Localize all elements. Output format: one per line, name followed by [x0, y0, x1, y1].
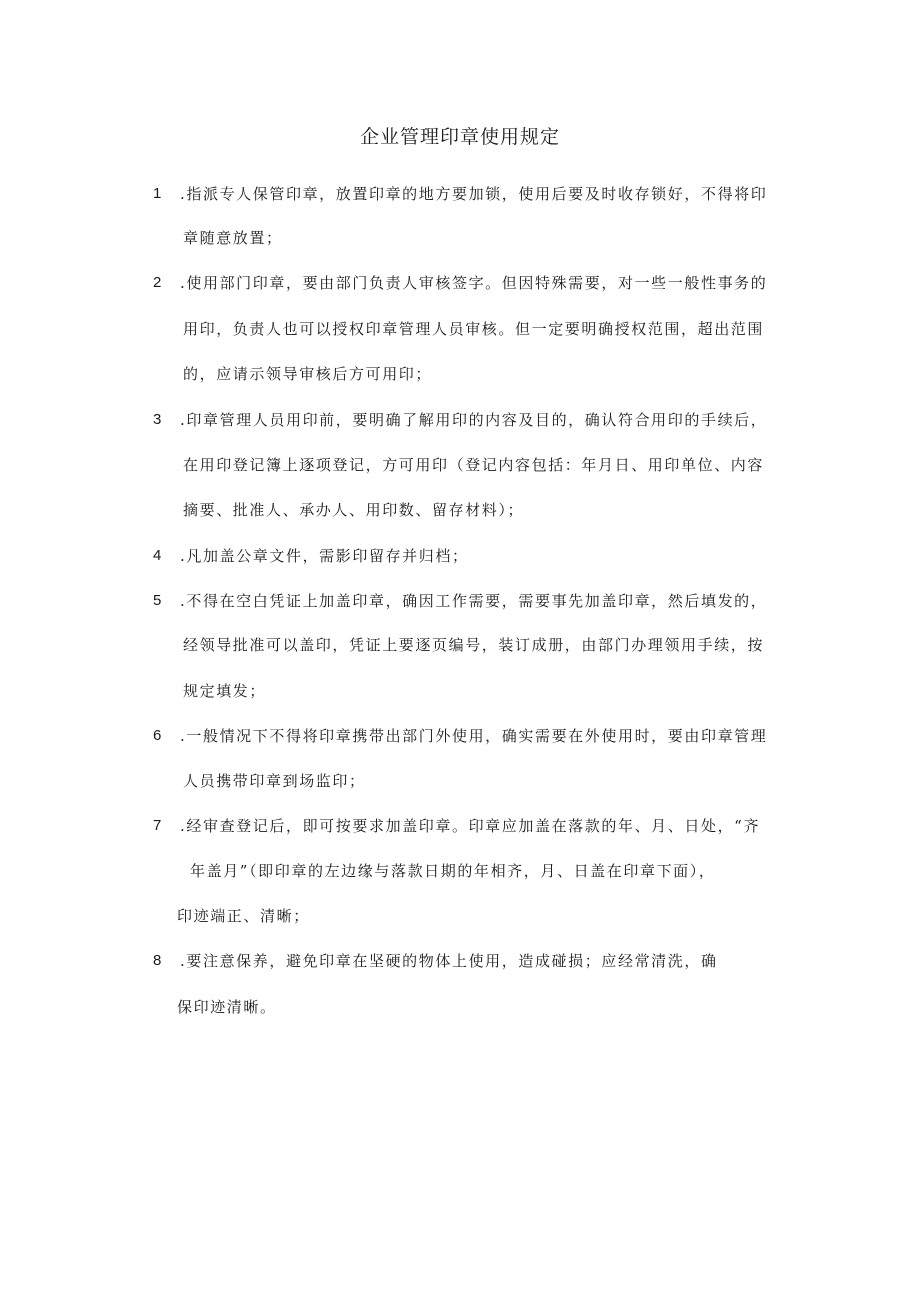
item-line: 保印迹清晰。 — [177, 998, 277, 1016]
item-line: .凡加盖公章文件，需影印留存并归档； — [180, 547, 469, 565]
item-line: .印章管理人员用印前，要明确了解用印的内容及目的，确认符合用印的手续后， — [180, 411, 768, 429]
item-line: 经领导批准可以盖印，凭证上要逐页编号，装订成册，由部门办理领用手续，按 — [183, 636, 765, 654]
item-number: 6 — [153, 727, 162, 744]
item-line: 用印，负责人也可以授权印章管理人员审核。但一定要明确授权范围，超出范围 — [183, 320, 765, 338]
item-number: 3 — [153, 411, 162, 428]
item-number: 4 — [153, 547, 162, 564]
item-line: .使用部门印章，要由部门负责人审核签字。但因特殊需要，对一些一般性事务的 — [180, 274, 768, 292]
document-title: 企业管理印章使用规定 — [359, 126, 560, 148]
item-line: .指派专人保管印章，放置印章的地方要加锁，使用后要及时收存锁好，不得将印 — [180, 185, 768, 203]
item-line: 规定填发； — [183, 682, 267, 700]
item-number: 5 — [153, 592, 162, 609]
item-line: 在用印登记簿上逐项登记，方可用印（登记内容包括：年月日、用印单位、内容 — [183, 456, 765, 474]
item-line: 章随意放置； — [183, 229, 283, 247]
item-line: 印迹端正、清晰； — [177, 907, 310, 925]
item-line: 人员携带印章到场监印； — [183, 772, 366, 790]
item-number: 7 — [153, 817, 162, 834]
item-line: .一般情况下不得将印章携带出部门外使用，确实需要在外使用时，要由印章管理 — [180, 727, 768, 745]
item-number: 8 — [153, 952, 162, 969]
item-line: .经审查登记后，即可按要求加盖印章。印章应加盖在落款的年、月、日处，“齐 — [180, 817, 761, 835]
item-number: 1 — [153, 185, 162, 202]
item-line: 年盖月”（即印章的左边缘与落款日期的年相齐，月、日盖在印章下面）， — [190, 862, 716, 880]
item-line: 的，应请示领导审核后方可用印； — [183, 365, 433, 383]
item-number: 2 — [153, 274, 162, 291]
item-line: 摘要、批准人、承办人、用印数、留存材料）； — [183, 501, 525, 519]
item-line: .不得在空白凭证上加盖印章，确因工作需要，需要事先加盖印章，然后填发的， — [180, 592, 768, 610]
item-line: .要注意保养，避免印章在坚硬的物体上使用，造成碰损；应经常清洗，确 — [180, 952, 718, 970]
